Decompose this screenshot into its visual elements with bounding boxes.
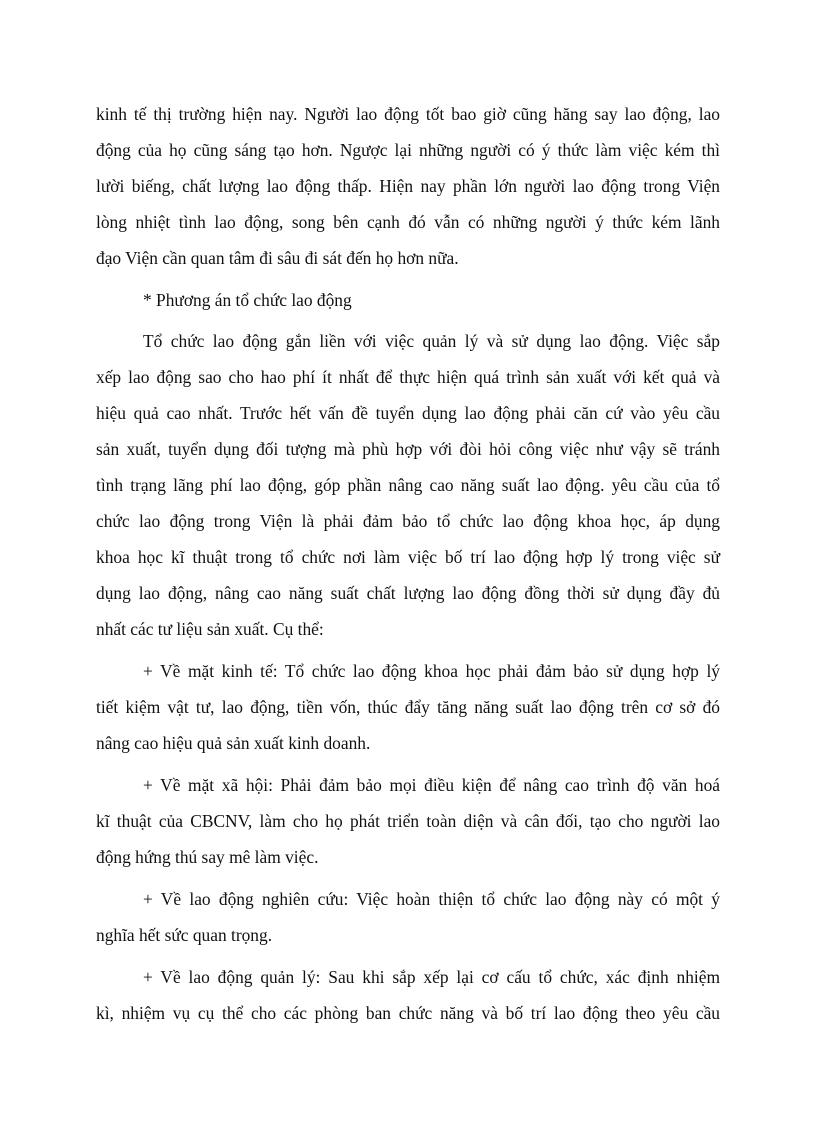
text-line: dụng lao động, nâng cao năng suất chất lượng lao động đồng thời sử dụng đầy đủ <box>96 583 720 603</box>
text-line: + Về mặt xã hội: Phải đảm bảo mọi điều kiện để nâng cao trình độ văn hoá <box>143 775 720 795</box>
text-line: kĩ thuật của CBCNV, làm cho họ phát triển toàn diện và cân đối, tạo cho người lao <box>96 811 720 831</box>
text-line: tiết kiệm vật tư, lao động, tiền vốn, thúc đẩy tăng năng suất lao động trên cơ sở đó <box>96 697 720 717</box>
text-line: sản xuất, tuyển dụng đối tượng mà phù hợp với đòi hỏi công việc như vậy sẽ tránh <box>96 439 720 459</box>
text-line: lòng nhiệt tình lao động, song bên cạnh đó vẫn có những người ý thức kém lãnh <box>96 212 720 232</box>
text-line: nâng cao hiệu quả sản xuất kinh doanh. <box>96 733 371 753</box>
text-line: tình trạng lãng phí lao động, góp phần nâng cao năng suất lao động. yêu cầu của tổ <box>96 475 720 495</box>
text-line: khoa học kĩ thuật trong tổ chức nơi làm việc bố trí lao động hợp lý trong việc sử <box>96 547 720 567</box>
section-heading: * Phương án tổ chức lao động <box>143 290 352 310</box>
text-line: hiệu quả cao nhất. Trước hết vấn đề tuyển dụng lao động phải căn cứ vào yêu cầu <box>96 403 720 423</box>
text-line: xếp lao động sao cho hao phí ít nhất để thực hiện quá trình sản xuất với kết quả và <box>96 367 720 387</box>
text-line: + Về lao động nghiên cứu: Việc hoàn thiện tổ chức lao động này có một ý <box>143 889 720 909</box>
text-line: + Về lao động quản lý: Sau khi sắp xếp lại cơ cấu tổ chức, xác định nhiệm <box>143 967 720 987</box>
text-line: nghĩa hết sức quan trọng. <box>96 925 273 945</box>
text-line: đạo Viện cần quan tâm đi sâu đi sát đến họ hơn nữa. <box>96 248 459 268</box>
text-line: động của họ cũng sáng tạo hơn. Ngược lại những người có ý thức làm việc kém thì <box>96 140 720 160</box>
text-line: kì, nhiệm vụ cụ thể cho các phòng ban chức năng và bố trí lao động theo yêu cầu <box>96 1003 720 1023</box>
text-line: lười biếng, chất lượng lao động thấp. Hiện nay phần lớn người lao động trong Viện <box>96 176 720 196</box>
text-line: Tổ chức lao động gắn liền với việc quản lý và sử dụng lao động. Việc sắp <box>143 331 720 351</box>
text-line: + Về mặt kinh tế: Tổ chức lao động khoa học phải đảm bảo sử dụng hợp lý <box>143 661 720 681</box>
text-line: động hứng thú say mê làm việc. <box>96 847 319 867</box>
text-line: nhất các tư liệu sản xuất. Cụ thể: <box>96 619 324 639</box>
text-line: kinh tế thị trường hiện nay. Người lao động tốt bao giờ cũng hăng say lao động, lao <box>96 104 720 124</box>
text-line: chức lao động trong Viện là phải đảm bảo tổ chức lao động khoa học, áp dụng <box>96 511 720 531</box>
